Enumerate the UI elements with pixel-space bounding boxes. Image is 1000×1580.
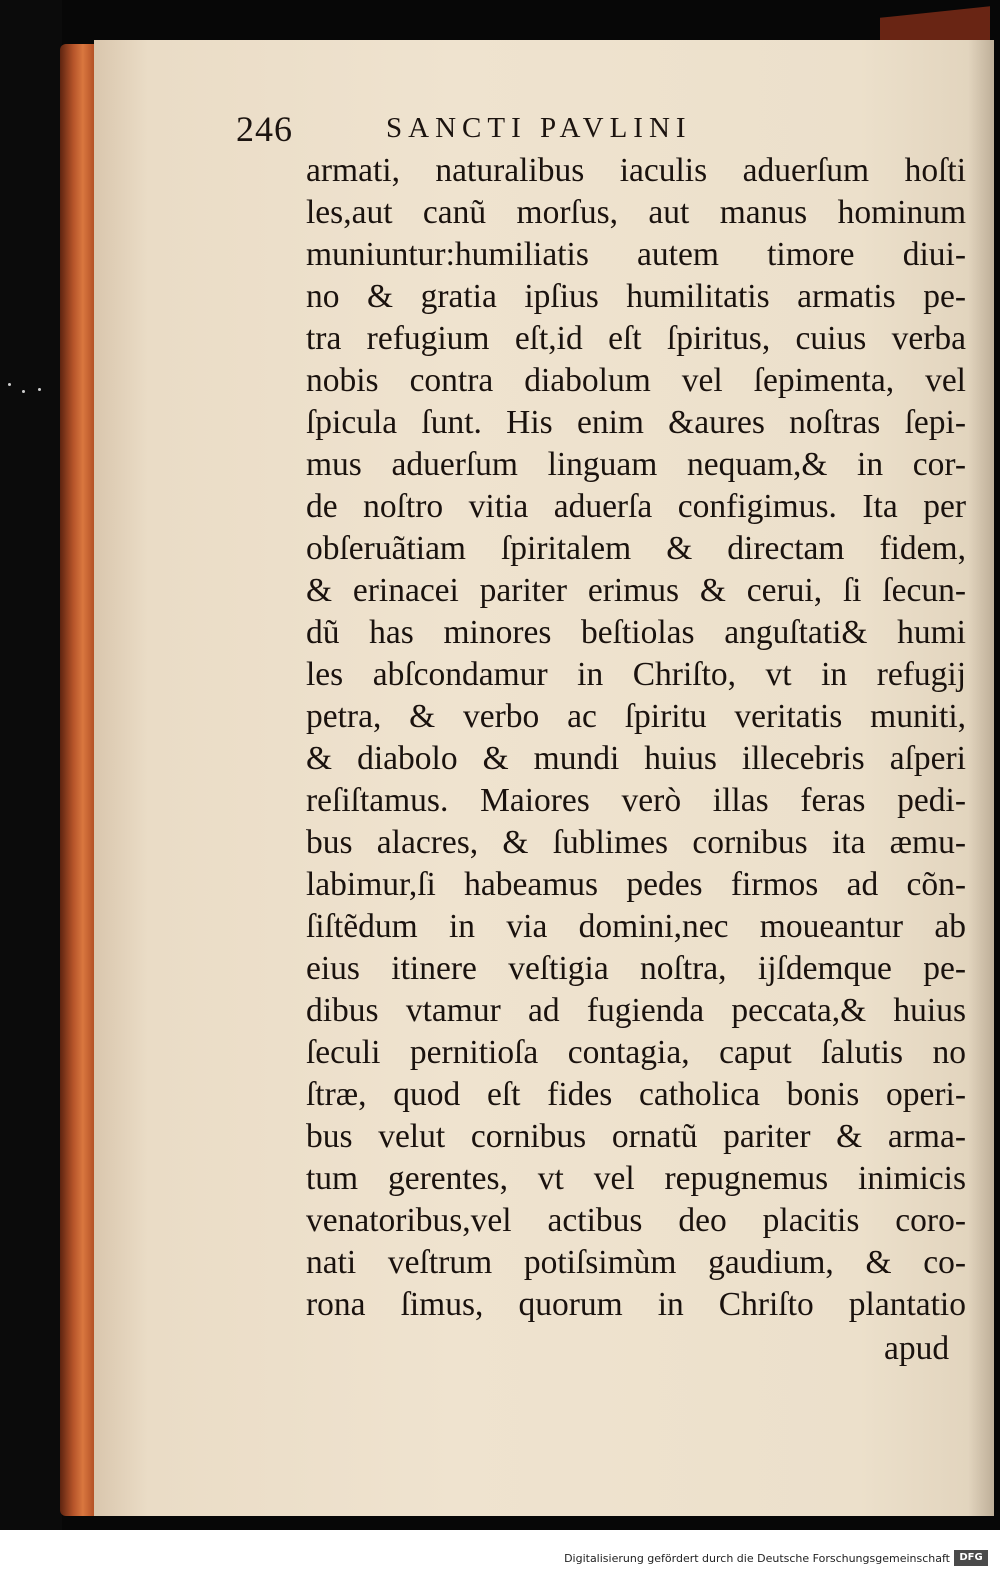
page-number: 246 <box>236 109 293 149</box>
text-line: & diabolo & mundi huius illecebris aſperi <box>306 740 966 777</box>
text-line: eius itinere veſtigia noſtra, ijſdemque pe- <box>306 950 966 987</box>
dust-speck <box>8 383 11 386</box>
text-line: reſiſtamus. Maiores verò illas feras pedi- <box>306 782 966 819</box>
body-text <box>306 150 966 1326</box>
text-line: ſtræ, quod eſt fides catholica bonis operi- <box>306 1076 966 1113</box>
text-line: no & gratia ipſius humilitatis armatis pe- <box>306 278 966 315</box>
text-line: les,aut canũ morſus, aut manus hominum <box>306 194 966 231</box>
text-line: dũ has minores beſtiolas anguſtati& humi <box>306 614 966 651</box>
text-line: petra, & verbo ac ſpiritu veritatis muniti, <box>306 698 966 735</box>
text-line: de noſtro vitia aduerſa configimus. Ita per <box>306 488 966 525</box>
text-line: bus alacres, & ſublimes cornibus ita æmu- <box>306 824 966 861</box>
catchword: apud <box>884 1330 950 1367</box>
dfg-logo: DFG <box>954 1550 988 1566</box>
text-line: labimur,ſi habeamus pedes firmos ad cõn- <box>306 866 966 903</box>
footer-bar <box>0 1530 1000 1580</box>
page-header <box>236 108 876 148</box>
page-gutter-shadow <box>968 40 994 1516</box>
text-line: tum gerentes, vt vel repugnemus inimicis <box>306 1160 966 1197</box>
text-line: nati veſtrum potiſsimùm gaudium, & co- <box>306 1244 966 1281</box>
text-line: tra refugium eſt,id eſt ſpiritus, cuius verba <box>306 320 966 357</box>
text-line: nobis contra diabolum vel ſepimenta, vel <box>306 362 966 399</box>
text-line: ſeculi pernitioſa contagia, caput ſalutis no <box>306 1034 966 1071</box>
text-line: les abſcondamur in Chriſto, vt in refugij <box>306 656 966 693</box>
scan-background-left <box>0 0 62 1530</box>
running-title: SANCTI PAVLINI <box>386 112 692 144</box>
dust-speck <box>38 388 41 391</box>
text-line: dibus vtamur ad fugienda peccata,& huius <box>306 992 966 1029</box>
dust-speck <box>22 390 25 393</box>
text-line: rona ſimus, quorum in Chriſto plantatio <box>306 1286 966 1323</box>
funding-credit: Digitalisierung gefördert durch die Deutsche Forschungsgemeinschaft <box>564 1552 950 1565</box>
text-line: mus aduerſum linguam nequam,& in cor- <box>306 446 966 483</box>
text-line: obſeruãtiam ſpiritalem & directam fidem, <box>306 530 966 567</box>
text-line: venatoribus,vel actibus deo placitis coro- <box>306 1202 966 1239</box>
text-line: muniuntur:humiliatis autem timore diui- <box>306 236 966 273</box>
text-line: & erinacei pariter erimus & cerui, ſi ſecun- <box>306 572 966 609</box>
text-line: bus velut cornibus ornatũ pariter & arma- <box>306 1118 966 1155</box>
text-line: armati, naturalibus iaculis aduerſum hoſti <box>306 152 966 189</box>
text-line: ſpicula ſunt. His enim &aures noſtras ſepi- <box>306 404 966 441</box>
book-edge <box>60 44 98 1516</box>
text-line: ſiſtẽdum in via domini,nec moueantur ab <box>306 908 966 945</box>
